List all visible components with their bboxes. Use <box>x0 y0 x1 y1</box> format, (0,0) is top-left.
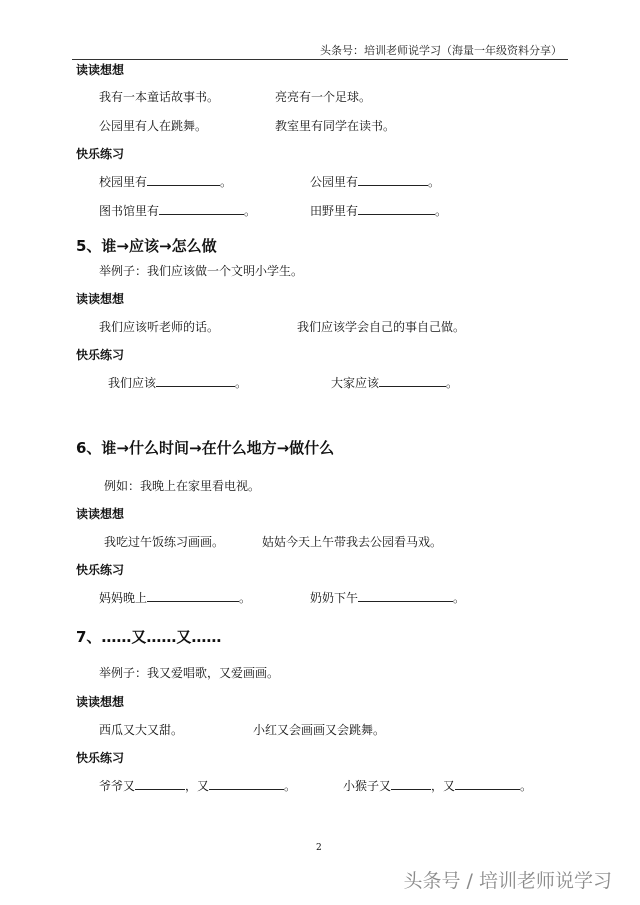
s6-p1-prefix: 妈妈晚上 <box>99 591 148 605</box>
s4-p2-blank[interactable] <box>358 173 428 186</box>
s7-p1-middle: ，又 <box>185 779 210 793</box>
s7-p1-suffix: 。 <box>284 779 297 793</box>
s7-practice-item-2 <box>343 777 532 794</box>
s7-read-sentence-b: 小红又会画画又会跳舞。 <box>253 723 386 737</box>
s7-read-label: 读读想想 <box>76 695 125 709</box>
s5-p1-prefix: 我们应该 <box>108 376 157 390</box>
s7-p2-blank-1[interactable] <box>391 777 431 790</box>
s6-example: 例如：我晚上在家里看电视。 <box>104 479 261 493</box>
watermark: 头条号 / 培训老师说学习 <box>403 870 612 892</box>
s7-practice-item-1 <box>99 777 296 794</box>
s4-p3-prefix: 图书馆里有 <box>99 204 160 218</box>
page-number: 2 <box>316 843 322 853</box>
s4-p1-prefix: 校园里有 <box>99 175 148 189</box>
header-divider <box>72 59 568 60</box>
s4-p3-blank[interactable] <box>159 202 244 215</box>
s4-p3-suffix: 。 <box>244 204 257 218</box>
s5-heading: 5、谁→应该→怎么做 <box>76 237 217 255</box>
s4-p2-suffix: 。 <box>428 175 441 189</box>
s4-practice-label: 快乐练习 <box>76 147 125 161</box>
s6-p2-prefix: 奶奶下午 <box>310 591 359 605</box>
s7-heading: 7、……又……又…… <box>76 628 222 646</box>
s5-p2-blank[interactable] <box>379 374 446 387</box>
s5-p2-suffix: 。 <box>446 376 459 390</box>
s4-read-sentence-b: 亮亮有一个足球。 <box>275 90 372 104</box>
s4-p4-blank[interactable] <box>358 202 435 215</box>
s5-p2-prefix: 大家应该 <box>331 376 380 390</box>
s6-practice-item-2 <box>310 589 465 606</box>
s7-example: 举例子：我又爱唱歌，又爱画画。 <box>99 666 280 680</box>
s4-p2-prefix: 公园里有 <box>310 175 359 189</box>
s4-read-sentence-a: 我有一本童话故事书。 <box>99 90 220 104</box>
s4-practice-item-4 <box>310 202 447 219</box>
s5-practice-item-1 <box>108 374 247 391</box>
s7-p2-blank-2[interactable] <box>455 777 520 790</box>
s6-p2-blank[interactable] <box>358 589 453 602</box>
s7-p2-prefix: 小猴子又 <box>343 779 392 793</box>
s6-heading: 6、谁→什么时间→在什么地方→做什么 <box>76 439 335 457</box>
s5-p1-suffix: 。 <box>235 376 248 390</box>
s4-p1-suffix: 。 <box>220 175 233 189</box>
s7-p2-middle: ，又 <box>431 779 456 793</box>
s6-practice-item-1 <box>99 589 251 606</box>
s4-p4-suffix: 。 <box>435 204 448 218</box>
s4-practice-item-3 <box>99 202 256 219</box>
s4-practice-item-2 <box>310 173 440 190</box>
s7-p1-blank-2[interactable] <box>209 777 284 790</box>
s5-example: 举例子：我们应该做一个文明小学生。 <box>99 264 304 278</box>
s6-p1-suffix: 。 <box>239 591 252 605</box>
s4-read-label: 读读想想 <box>76 63 125 77</box>
s6-read-label: 读读想想 <box>76 507 125 521</box>
page-header: 头条号：培训老师说学习（海量一年级资料分享） <box>320 44 562 57</box>
s5-read-label: 读读想想 <box>76 292 125 306</box>
s4-read-sentence-d: 教室里有同学在读书。 <box>275 119 396 133</box>
s7-p1-prefix: 爷爷又 <box>99 779 136 793</box>
s6-p1-blank[interactable] <box>147 589 239 602</box>
s4-read-sentence-c: 公园里有人在跳舞。 <box>99 119 208 133</box>
s6-practice-label: 快乐练习 <box>76 563 125 577</box>
s5-p1-blank[interactable] <box>156 374 235 387</box>
s4-p4-prefix: 田野里有 <box>310 204 359 218</box>
s6-p2-suffix: 。 <box>453 591 466 605</box>
s7-read-sentence-a: 西瓜又大又甜。 <box>99 723 184 737</box>
s5-read-sentence-b: 我们应该学会自己的事自己做。 <box>297 320 466 334</box>
s5-practice-label: 快乐练习 <box>76 348 125 362</box>
s4-p1-blank[interactable] <box>147 173 220 186</box>
s7-p1-blank-1[interactable] <box>135 777 185 790</box>
s7-practice-label: 快乐练习 <box>76 751 125 765</box>
s5-read-sentence-a: 我们应该听老师的话。 <box>99 320 220 334</box>
s7-p2-suffix: 。 <box>520 779 533 793</box>
s4-practice-item-1 <box>99 173 232 190</box>
s6-read-sentence-b: 姑姑今天上午带我去公园看马戏。 <box>262 535 443 549</box>
s6-read-sentence-a: 我吃过午饭练习画画。 <box>104 535 225 549</box>
s5-practice-item-2 <box>331 374 458 391</box>
